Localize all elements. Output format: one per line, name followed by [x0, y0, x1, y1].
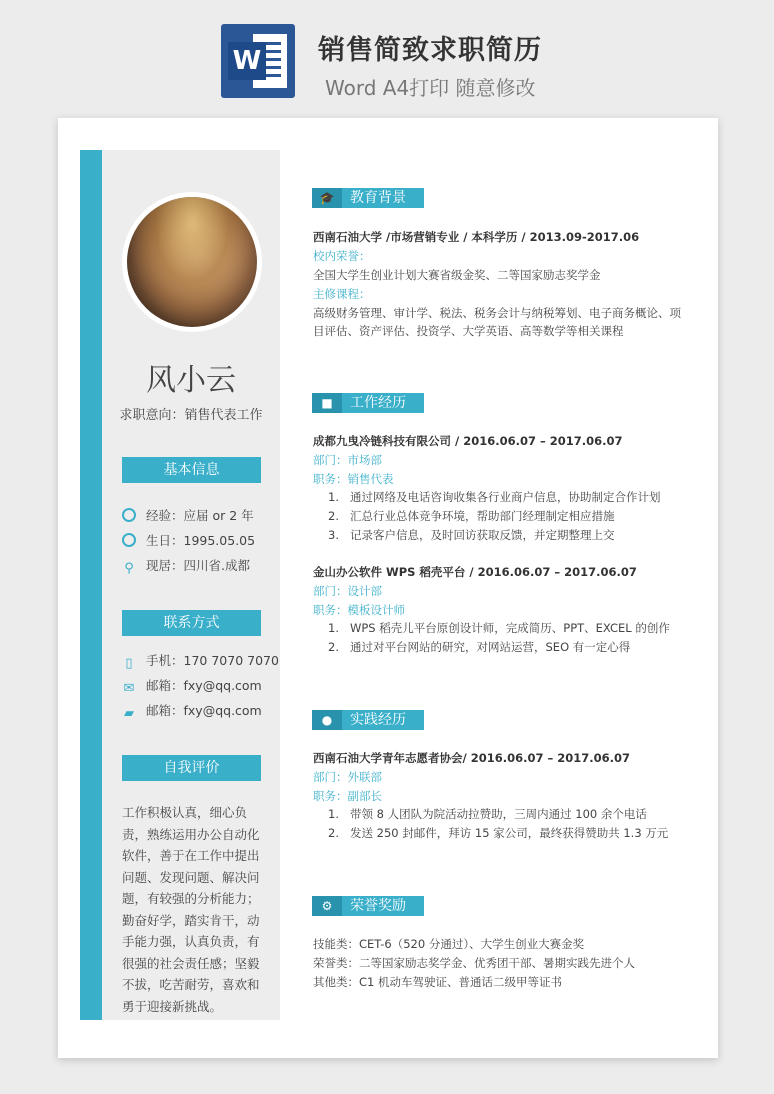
email-row-2: ▰ 邮箱：fxy@qq.com [124, 703, 262, 721]
honors-text: 全国大学生创业计划大赛省级金奖、二等国家励志奖学金 [313, 268, 601, 282]
avatar [127, 197, 257, 327]
birthday-row: 生日：1995.05.05 [122, 532, 255, 550]
banner [0, 0, 774, 110]
award-line: 其他类：C1 机动车驾驶证、普通话二级甲等证书 [313, 975, 562, 989]
graduation-cap-icon: 🎓 [312, 188, 342, 208]
list-item: 1. 带领 8 人团队为院活动拉赞助，三周内通过 100 余个电话 [328, 807, 647, 821]
work-heading: ■ 工作经历 [312, 393, 424, 413]
person-icon: ● [312, 710, 342, 730]
gear-icon: ⚙ [312, 896, 342, 916]
contact-heading: 联系方式 [122, 610, 261, 636]
job-dept: 部门：设计部 [313, 584, 382, 598]
self-eval-heading: 自我评价 [122, 755, 261, 781]
job-intent: 求职意向：销售代表工作 [119, 408, 263, 423]
practice-role: 职务：副部长 [313, 789, 382, 803]
job-dept: 部门：市场部 [313, 453, 382, 467]
practice-dept: 部门：外联部 [313, 770, 382, 784]
job-title: 成都九曳冷链科技有限公司 / 2016.06.07 – 2017.06.07 [313, 434, 623, 448]
courses-text-2: 目评估、资产评估、投资学、大学英语、高等数学等相关课程 [313, 324, 624, 338]
sidebar [80, 150, 280, 1020]
awards-heading: ⚙ 荣誉奖励 [312, 896, 424, 916]
job-role: 职务：销售代表 [313, 472, 394, 486]
job-title: 金山办公软件 WPS 稻壳平台 / 2016.06.07 – 2017.06.07 [313, 565, 637, 579]
education-heading: 🎓 教育背景 [312, 188, 424, 208]
banner-title: 销售简致求职简历 [318, 35, 542, 66]
word-icon: W [221, 24, 295, 98]
chat-icon: ▰ [124, 706, 134, 721]
candidate-name: 风小云 [146, 363, 236, 398]
birthday-icon [122, 533, 136, 547]
location-pin-icon: ⚲ [124, 561, 134, 576]
list-item: 2. 通过对平台网站的研究，对网站运营，SEO 有一定心得 [328, 640, 631, 654]
courses-label: 主修课程： [313, 287, 371, 301]
briefcase-icon: ■ [312, 393, 342, 413]
list-item: 1. WPS 稻壳儿平台原创设计师，完成简历、PPT、EXCEL 的创作 [328, 621, 670, 635]
courses-text-1: 高级财务管理、审计学、税法、税务会计与纳税筹划、电子商务概论、项 [313, 306, 681, 320]
job-role: 职务：模板设计师 [313, 603, 405, 617]
education-school: 西南石油大学 /市场营销专业 / 本科学历 / 2013.09-2017.06 [313, 230, 640, 244]
compass-icon [122, 508, 136, 522]
list-item: 1. 通过网络及电话咨询收集各行业商户信息，协助制定合作计划 [328, 490, 661, 504]
sidebar-stripe [80, 150, 102, 1020]
experience-row: 经验：应届 or 2 年 [122, 507, 254, 525]
practice-heading: ● 实践经历 [312, 710, 424, 730]
award-line: 技能类：CET-6（520 分通过）、大学生创业大赛金奖 [313, 937, 585, 951]
self-eval-text: 工作积极认真，细心负责，熟练运用办公自动化软件，善于在工作中提出问题、发现问题、解决问题，有较强的分析能力；勤奋好学，踏实肯干，动手能力强，认真负责，有很强的社会责任感；坚毅不拔，吃苦耐劳，喜欢和勇于迎接新挑战。 [122, 805, 260, 1014]
honors-label: 校内荣誉： [313, 249, 371, 263]
basic-info-heading: 基本信息 [122, 457, 261, 483]
avatar-frame [122, 192, 262, 332]
banner-subtitle: Word A4打印 随意修改 [325, 76, 536, 100]
phone-row: ▯ 手机：170 7070 7070 [122, 652, 279, 670]
residence-row: ⚲ 现居：四川省.成都 [122, 557, 250, 575]
list-item: 2. 发送 250 封邮件，拜访 15 家公司，最终获得赞助共 1.3 万元 [328, 826, 669, 840]
award-line: 荣誉类：二等国家励志奖学金、优秀团干部、暑期实践先进个人 [313, 956, 635, 970]
mail-icon: ✉ [123, 681, 135, 696]
email-row: ✉ 邮箱：fxy@qq.com [123, 678, 262, 696]
practice-title: 西南石油大学青年志愿者协会/ 2016.06.07 – 2017.06.07 [313, 751, 630, 765]
phone-icon: ▯ [125, 656, 133, 671]
list-item: 3. 记录客户信息，及时回访获取反馈，并定期整理上交 [328, 528, 615, 542]
resume-page [58, 118, 718, 1058]
list-item: 2. 汇总行业总体竞争环境，帮助部门经理制定相应措施 [328, 509, 615, 523]
